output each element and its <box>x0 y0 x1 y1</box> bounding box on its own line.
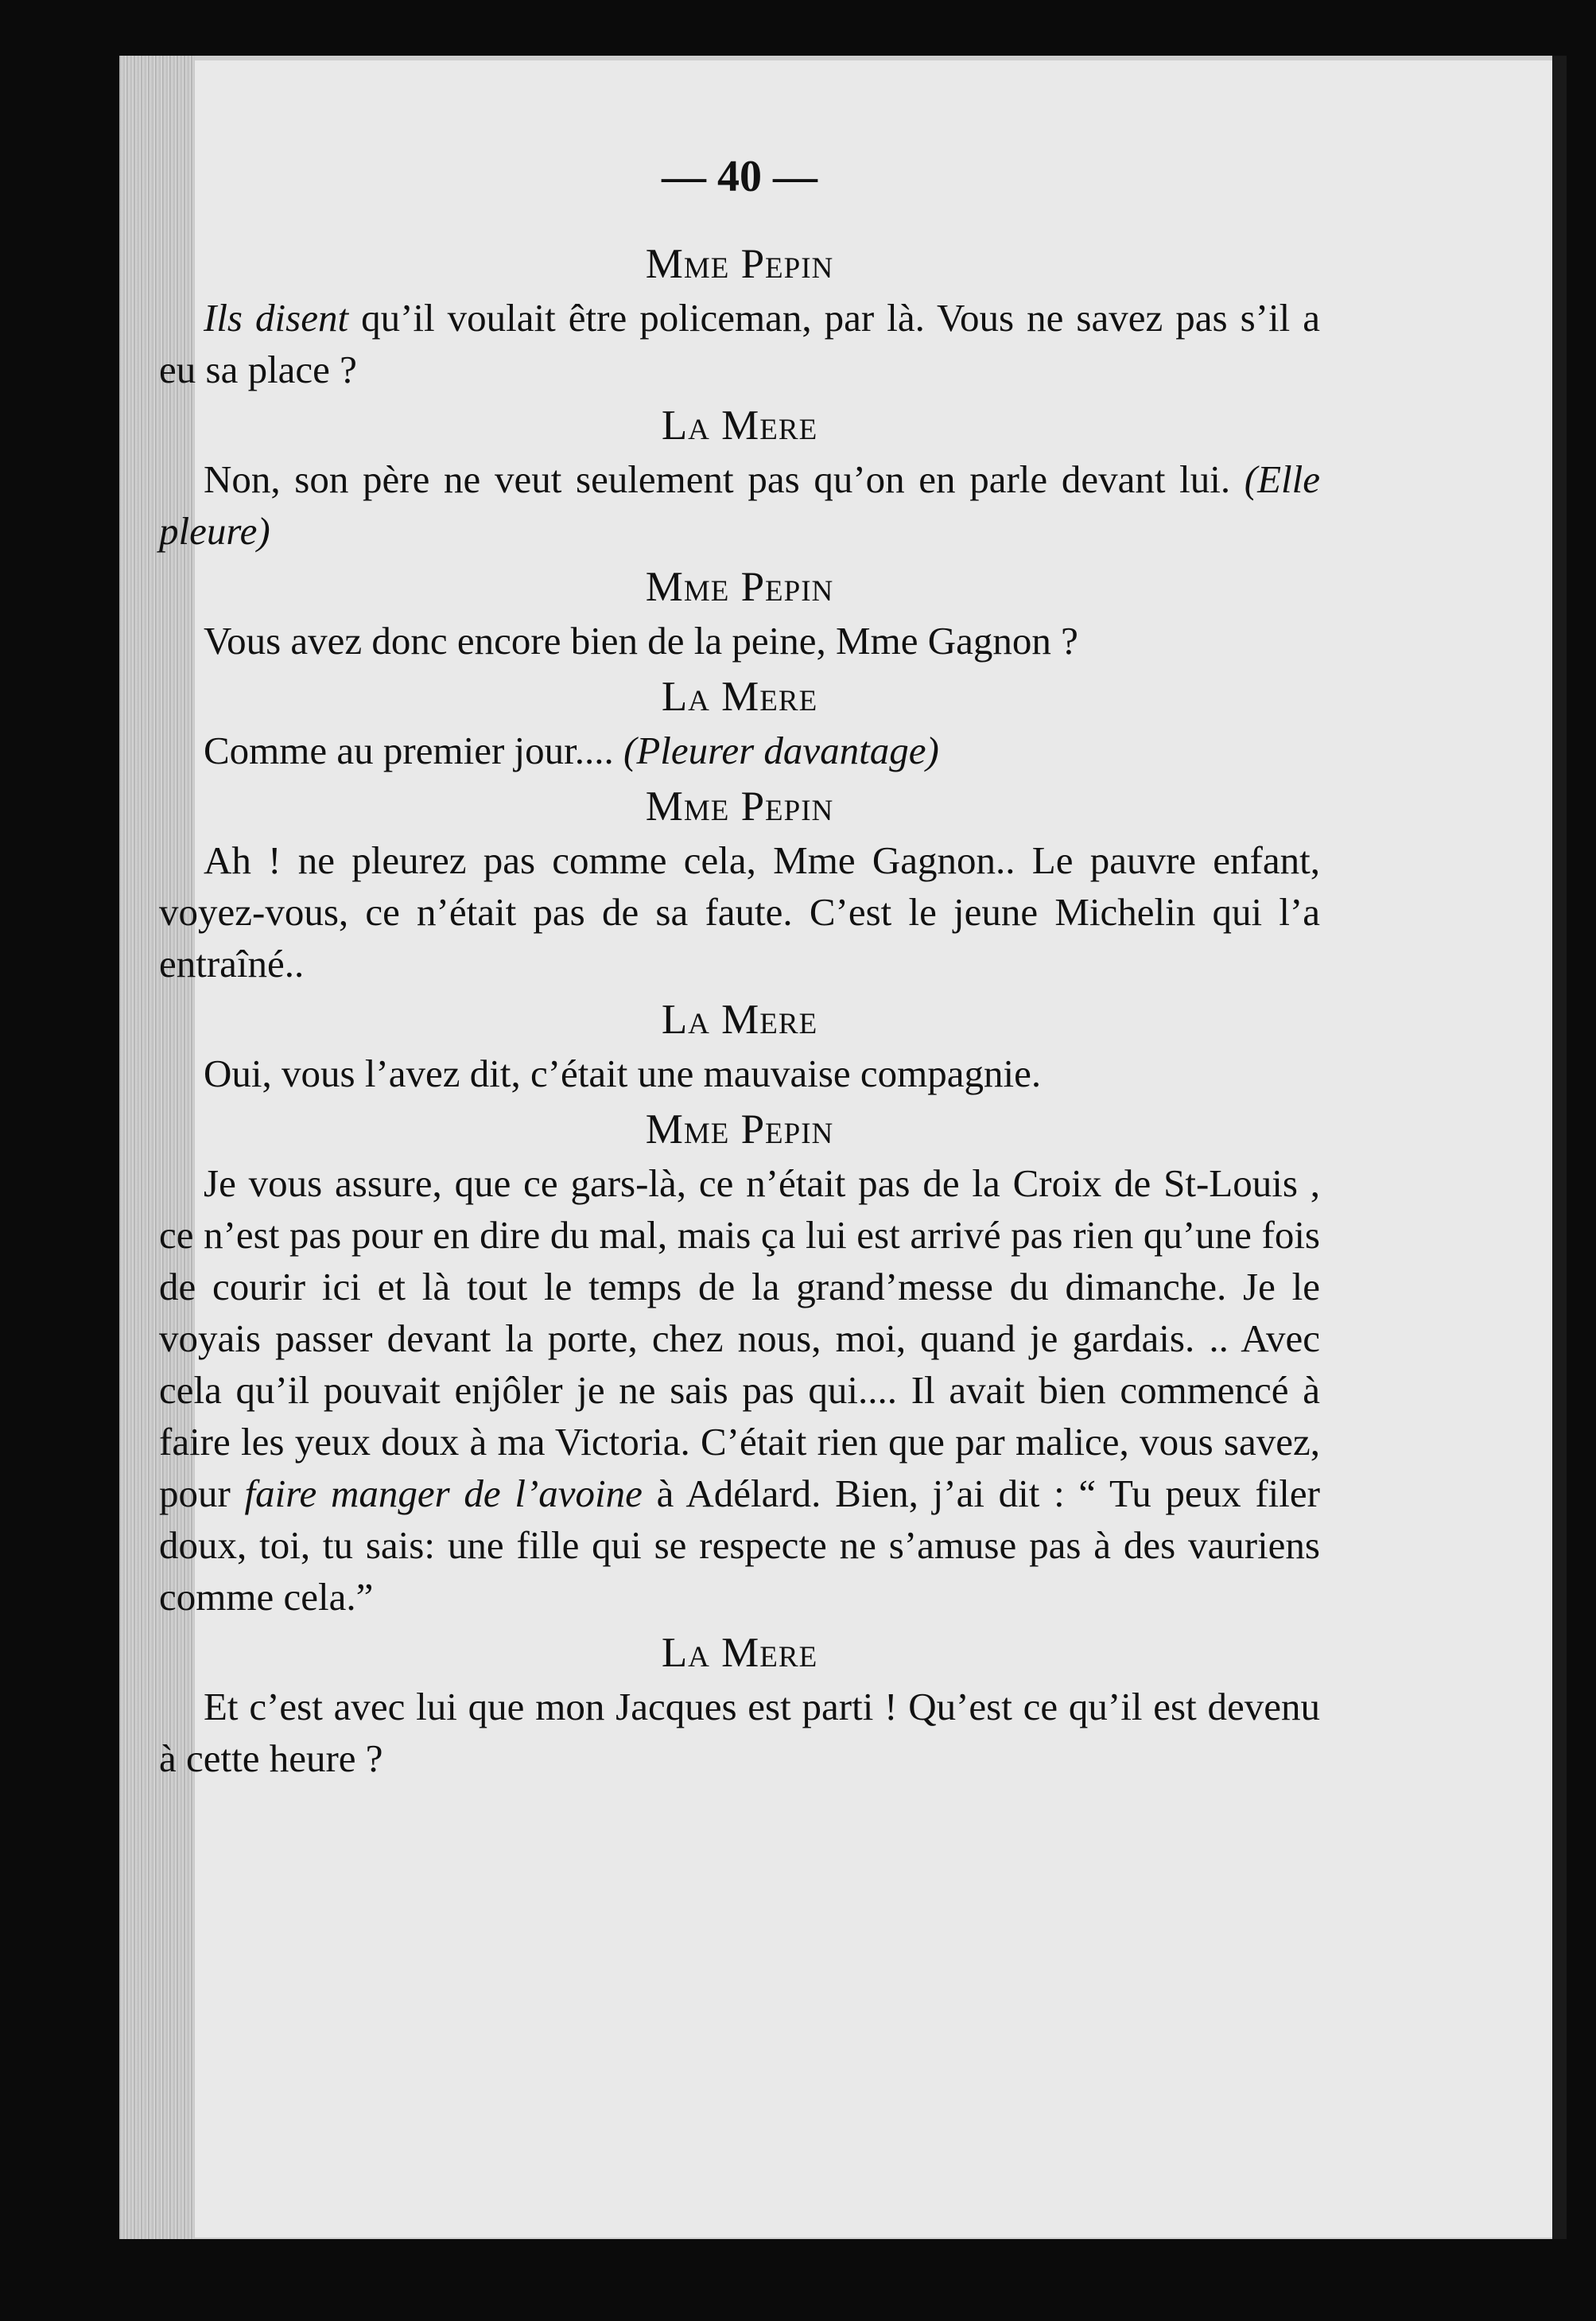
speaker-name: Mme Pepin <box>645 564 834 610</box>
speech-paragraph <box>159 453 1320 557</box>
italic-text: Ils disent <box>204 296 349 340</box>
italic-text: (Pleurer davantage) <box>623 729 939 772</box>
speech-text: Je vous assure, que ce gars-là, ce n’était pas de la Croix de St-Louis , ce n’est pas pour en dire du mal, mais ça lui est arrivé pas rien qu’une fois de courir ici et là tout le temps de la grand’messe du dimanche. Je le voyais passer devant la porte, chez nous, moi, quand je gardais. .. Avec cela qu’il pouvait enjôler je ne sais pas qui.... Il avait bien commencé à faire les yeux doux à ma Victoria. C’était rien que par malice, vous savez, pour <box>159 1161 1320 1515</box>
speech-paragraph <box>159 725 1320 776</box>
page-text <box>159 95 1320 1784</box>
speaker-name: La Mere <box>661 997 818 1043</box>
speech-paragraph <box>159 615 1320 667</box>
speaker-name: Mme Pepin <box>645 1106 834 1153</box>
page-right-edge <box>1552 56 1567 2239</box>
speaker-name: La Mere <box>661 402 818 449</box>
speech-text: Non, son père ne veut seulement pas qu’on en parle devant lui. <box>204 457 1245 501</box>
speaker-name: La Mere <box>661 674 818 720</box>
speech-paragraph <box>159 292 1320 395</box>
dialogue <box>159 239 1320 1784</box>
italic-text: faire manger de l’avoine <box>244 1472 643 1515</box>
speech-paragraph <box>159 1048 1320 1099</box>
italic-text: (Elle pleure) <box>159 457 1320 553</box>
speaker-name: La Mere <box>661 1630 818 1676</box>
speech-text: à Adélard. Bien, j’ai dit : “ Tu peux filer doux, toi, tu sais: une fille qui se respecte ne s’amuse pas à des vauriens comme cela.” <box>159 1472 1320 1619</box>
speech-text: Vous avez donc encore bien de la peine, Mme Gagnon ? <box>204 619 1078 663</box>
page-top-edge <box>195 56 1552 60</box>
speech-paragraph <box>159 1681 1320 1784</box>
speech-text: Ah ! ne pleurez pas comme cela, Mme Gagnon.. Le pauvre enfant, voyez-vous, ce n’était pas de sa faute. C’est le jeune Michelin qui l’a entraîné.. <box>159 838 1320 986</box>
speaker-name: Mme Pepin <box>645 241 834 287</box>
speech-text: qu’il voulait être policeman, par là. Vous ne savez pas s’il a eu sa place ? <box>159 296 1320 391</box>
speech-paragraph <box>159 1157 1320 1623</box>
speech-paragraph <box>159 834 1320 989</box>
speech-text: Et c’est avec lui que mon Jacques est parti ! Qu’est ce qu’il est devenu à cette heure ? <box>159 1685 1320 1780</box>
page-number: — 40 — <box>662 152 817 201</box>
speech-text: Oui, vous l’avez dit, c’était une mauvaise compagnie. <box>204 1052 1042 1095</box>
speaker-name: Mme Pepin <box>645 783 834 830</box>
speech-text: Comme au premier jour.... <box>204 729 623 772</box>
